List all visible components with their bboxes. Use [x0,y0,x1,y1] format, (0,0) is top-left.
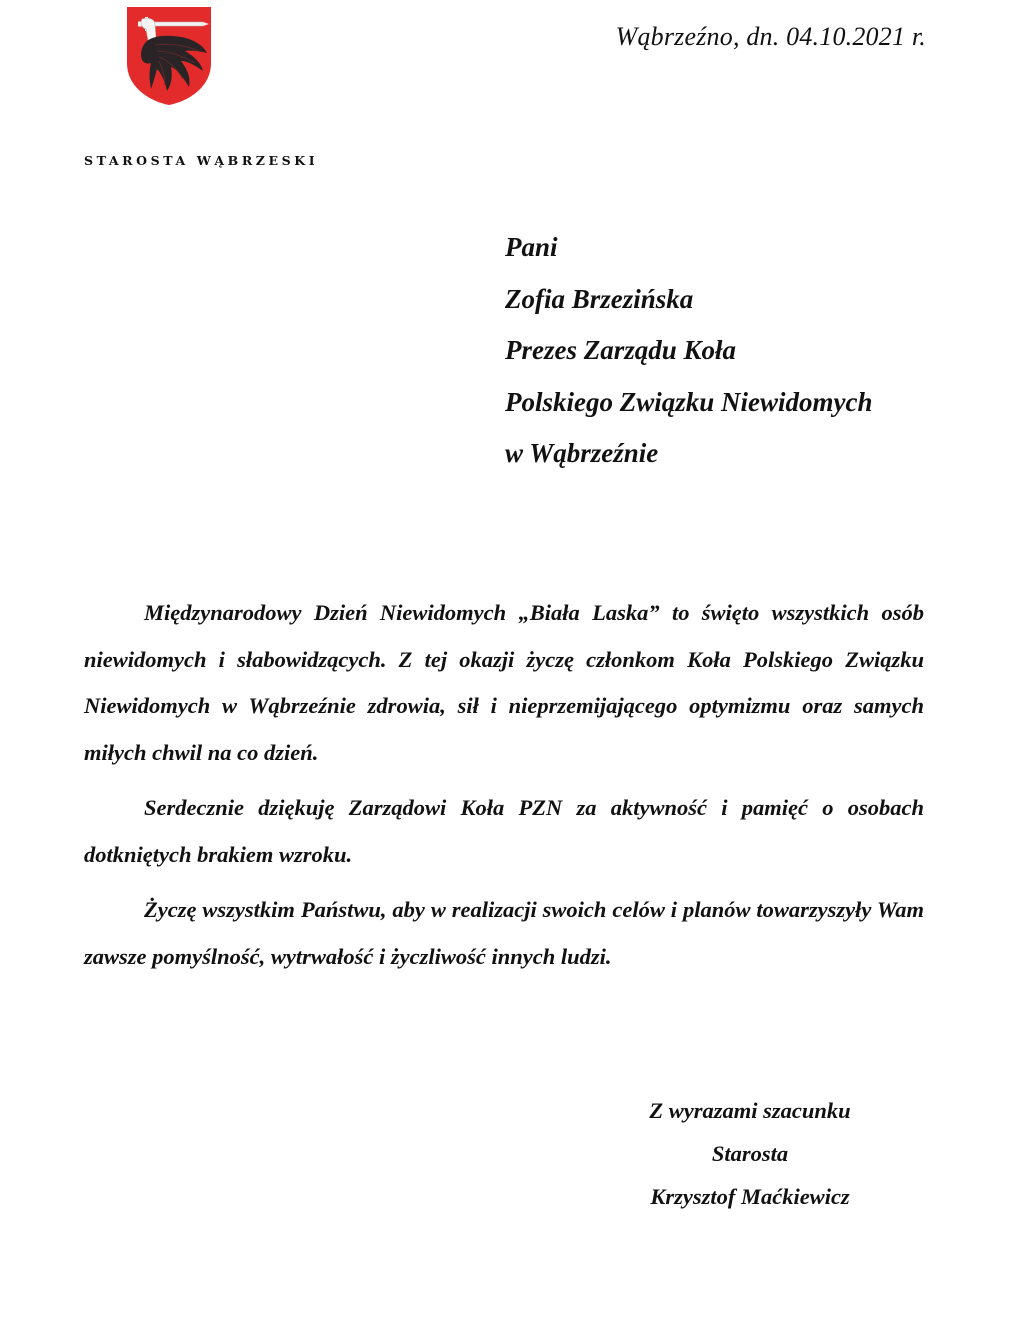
letter-body [84,590,924,980]
date-line: Wąbrzeźno, dn. 04.10.2021 r. [615,22,926,51]
closing-salutation: Z wyrazami szacunku [649,1098,851,1123]
recipient-name: Zofia Brzezińska [505,283,694,314]
recipient-organization: Polskiego Związku Niewidomych [505,386,873,417]
issuer-heading: STAROSTA WĄBRZESKI [84,153,319,168]
body-paragraph: Międzynarodowy Dzień Niewidomych „Biała Laska” to święto wszystkich osób niewidomych i słabowidzących. Z tej okazji życzę członkom Koła Polskiego Związku Niewidomych w Wąbrzeźnie zdrowia, sił i nieprzemijającego optymizmu oraz samych miłych chwil na co dzień. [84,600,924,765]
recipient-position: Prezes Zarządu Koła [505,335,737,365]
signatory-name: Krzysztof Maćkiewicz [650,1184,850,1209]
coat-of-arms-icon [125,5,213,107]
signatory-title: Starosta [711,1141,789,1166]
closing-block [600,1093,900,1222]
recipient-location: w Wąbrzeźnie [505,438,659,468]
recipient-block [505,226,873,484]
body-paragraph: Życzę wszystkim Państwu, aby w realizacji swoich celów i planów towarzyszyły Wam zawsze pomyślność, wytrwałość i życzliwość innych ludzi. [84,897,924,969]
recipient-salutation: Pani [505,232,558,262]
body-paragraph: Serdecznie dziękuję Zarządowi Koła PZN za aktywność i pamięć o osobach dotkniętych brakiem wzroku. [84,795,924,867]
